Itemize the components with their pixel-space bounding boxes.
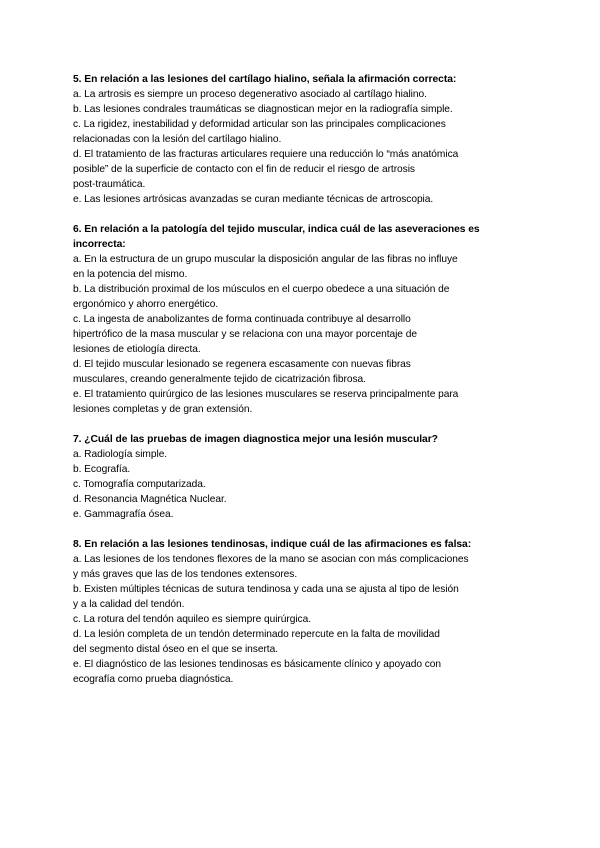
question-8	[73, 537, 533, 687]
question-title: 8. En relación a las lesiones tendinosas, indique cuál de las afirmaciones es falsa:	[73, 539, 472, 550]
question-title: 5. En relación a las lesiones del cartílago hialino, señala la afirmación correcta:	[73, 74, 457, 85]
option-b: b. La distribución proximal de los músculos en el cuerpo obedece a una situación de	[73, 284, 450, 295]
option-d: d. La lesión completa de un tendón determinado repercute en la falta de movilidad	[73, 629, 440, 640]
option-a: a. La artrosis es siempre un proceso degenerativo asociado al cartílago hialino.	[73, 89, 427, 100]
option-e: e. Las lesiones artrósicas avanzadas se curan mediante técnicas de artroscopia.	[73, 194, 434, 205]
option-b: b. Ecografía.	[73, 464, 131, 475]
option-a-cont: en la potencia del mismo.	[73, 269, 188, 280]
option-d: d. El tejido muscular lesionado se regenera escasamente con nuevas fibras	[73, 359, 411, 370]
option-d-cont: posible” de la superficie de contacto con el fin de reducir el riesgo de artrosis	[73, 164, 415, 175]
document-page	[73, 72, 533, 702]
question-6	[73, 222, 533, 417]
option-c-cont: lesiones de etiología directa.	[73, 344, 201, 355]
question-title: 6. En relación a la patología del tejido muscular, indica cuál de las aseveraciones es	[73, 224, 480, 235]
option-e-cont: ecografía como prueba diagnóstica.	[73, 674, 234, 685]
option-c-cont: relacionadas con la lesión del cartílago hialino.	[73, 134, 282, 145]
option-a: a. En la estructura de un grupo muscular la disposición angular de las fibras no influye	[73, 254, 458, 265]
option-b: b. Las lesiones condrales traumáticas se diagnostican mejor en la radiografía simple.	[73, 104, 453, 115]
option-d-cont: post-traumática.	[73, 179, 146, 190]
option-e: e. El diagnóstico de las lesiones tendinosas es básicamente clínico y apoyado con	[73, 659, 442, 670]
option-c: c. La ingesta de anabolizantes de forma continuada contribuye al desarrollo	[73, 314, 411, 325]
option-c: c. La rigidez, inestabilidad y deformidad articular son las principales complicaciones	[73, 119, 446, 130]
option-e: e. Gammagrafía ósea.	[73, 509, 174, 520]
option-b-cont: y a la calidad del tendón.	[73, 599, 185, 610]
option-a: a. Las lesiones de los tendones flexores de la mano se asocian con más complicaciones	[73, 554, 469, 565]
question-title-cont: incorrecta:	[73, 239, 126, 250]
question-title: 7. ¿Cuál de las pruebas de imagen diagnostica mejor una lesión muscular?	[73, 434, 438, 445]
option-b-cont: ergonómico y ahorro energético.	[73, 299, 219, 310]
option-e-cont: lesiones completas y de gran extensión.	[73, 404, 253, 415]
option-a-cont: y más graves que las de los tendones extensores.	[73, 569, 298, 580]
option-d-cont: del segmento distal óseo en el que se inserta.	[73, 644, 278, 655]
question-5	[73, 72, 533, 207]
question-7	[73, 432, 533, 522]
option-b: b. Existen múltiples técnicas de sutura tendinosa y cada una se ajusta al tipo de lesión	[73, 584, 459, 595]
option-d: d. Resonancia Magnética Nuclear.	[73, 494, 227, 505]
option-c-cont: hipertrófico de la masa muscular y se relaciona con una mayor porcentaje de	[73, 329, 417, 340]
option-d-cont: musculares, creando generalmente tejido de cicatrización fibrosa.	[73, 374, 366, 385]
option-c: c. La rotura del tendón aquileo es siempre quirúrgica.	[73, 614, 311, 625]
option-a: a. Radiología simple.	[73, 449, 168, 460]
option-e: e. El tratamiento quirúrgico de las lesiones musculares se reserva principalmente para	[73, 389, 459, 400]
option-d: d. El tratamiento de las fracturas articulares requiere una reducción lo “más anatómica	[73, 149, 459, 160]
option-c: c. Tomografía computarizada.	[73, 479, 206, 490]
